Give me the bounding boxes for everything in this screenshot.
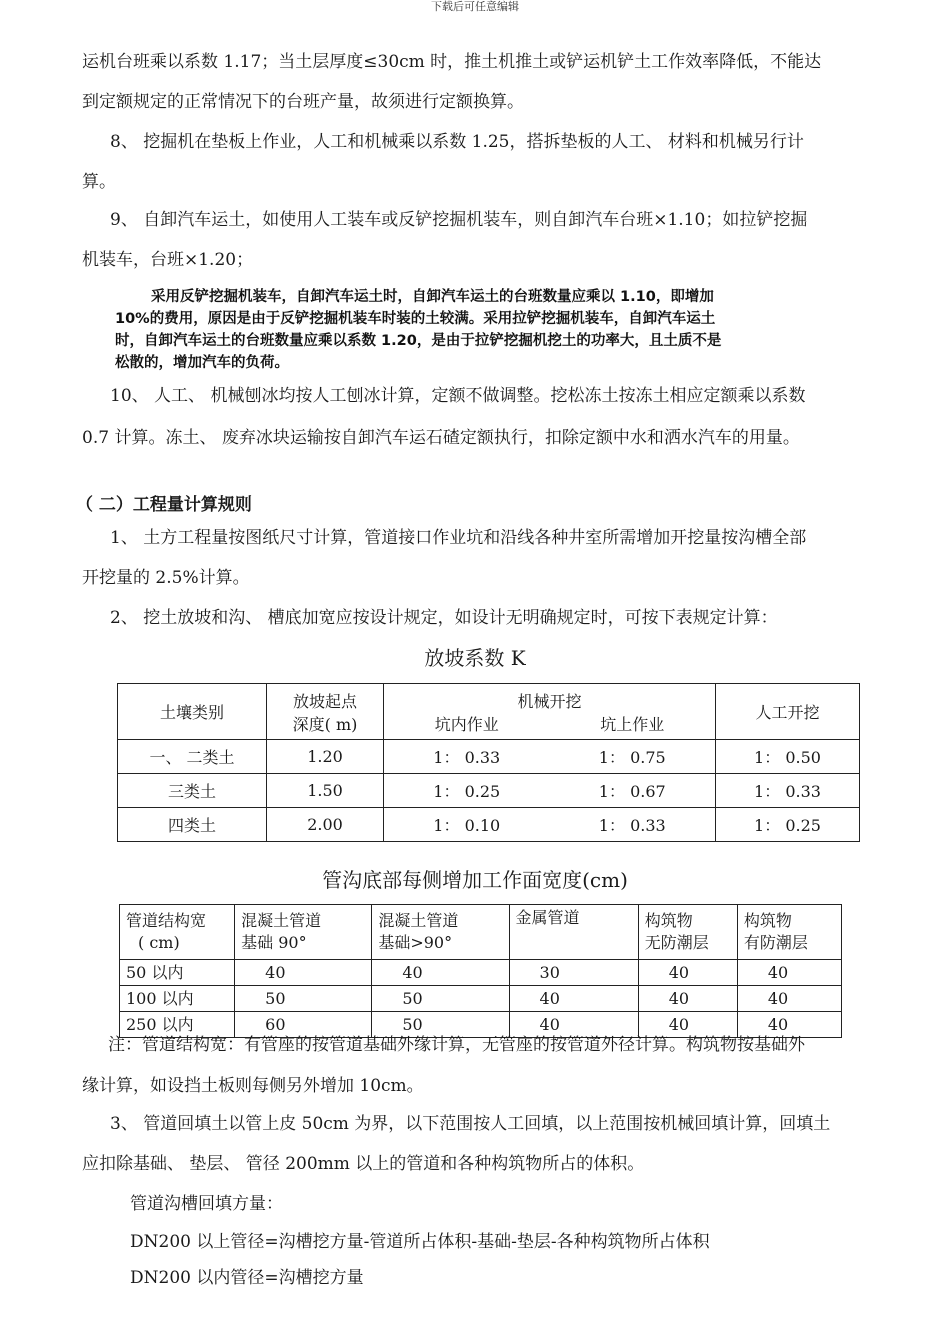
header-sub: 坑上作业 bbox=[600, 714, 665, 734]
table-cell: 40 bbox=[737, 986, 841, 1012]
header-line: 金属管道 bbox=[515, 908, 580, 927]
slope-coefficient-table bbox=[117, 683, 860, 842]
table-cell: 1： 0.75 bbox=[550, 740, 716, 774]
table-cell: 1： 0.25 bbox=[384, 774, 550, 808]
table-cell: 60 bbox=[235, 1012, 372, 1038]
bold-line: 时，自卸汽车运土的台班数量应乘以系数 1.20，是由于拉铲挖掘机挖土的功率大，且土质不是 bbox=[115, 333, 722, 349]
text-line: 运机台班乘以系数 1.17；当土层厚度≤30cm 时，推土机推土或铲运机铲土工作效率降低，不能达 bbox=[82, 52, 822, 72]
header-cell bbox=[384, 684, 716, 740]
table2-caption: 管沟底部每侧增加工作面宽度(cm) bbox=[322, 868, 628, 892]
header-cell bbox=[737, 905, 841, 960]
table-cell: 40 bbox=[638, 986, 737, 1012]
table-cell: 三类土 bbox=[118, 774, 267, 808]
text-line: 10、 人工、 机械刨冰均按人工刨冰计算，定额不做调整。挖松冻土按冻土相应定额乘以系数 bbox=[110, 386, 806, 406]
header-line: 构筑物 bbox=[743, 911, 792, 930]
table-header-row bbox=[120, 905, 842, 960]
table-row bbox=[120, 960, 842, 986]
table-cell: 1.20 bbox=[267, 740, 384, 774]
table-cell: 一、 二类土 bbox=[118, 740, 267, 774]
header-cell bbox=[509, 905, 638, 960]
work-width-table bbox=[119, 904, 842, 1038]
table-cell: 40 bbox=[509, 986, 638, 1012]
header-cell bbox=[120, 905, 235, 960]
header-line: 机械开挖 bbox=[517, 691, 582, 711]
table-cell: 40 bbox=[638, 960, 737, 986]
header-cell: 土壤类别 bbox=[118, 684, 267, 740]
text-line: 2、 挖土放坡和沟、 槽底加宽应按设计规定，如设计无明确规定时，可按下表规定计算： bbox=[110, 608, 778, 628]
table-cell: 50 以内 bbox=[120, 960, 235, 986]
text-line: 开挖量的 2.5%计算。 bbox=[82, 568, 250, 588]
table-cell: 2.00 bbox=[267, 808, 384, 842]
section-title: （ 二）工程量计算规则 bbox=[76, 495, 252, 515]
header-line: 管道结构宽 bbox=[126, 911, 207, 930]
formula-line: DN200 以内管径=沟槽挖方量 bbox=[130, 1268, 364, 1288]
table-cell: 100 以内 bbox=[120, 986, 235, 1012]
table-cell: 1： 0.33 bbox=[550, 808, 716, 842]
bold-line: 松散的，增加汽车的负荷。 bbox=[115, 355, 289, 371]
text-line: 机装车，台班×1.20； bbox=[82, 250, 254, 270]
header-line: 放坡起点 bbox=[292, 691, 357, 711]
header-cell bbox=[235, 905, 372, 960]
table-cell: 1： 0.67 bbox=[550, 774, 716, 808]
table-cell: 40 bbox=[509, 1012, 638, 1038]
header-subline bbox=[384, 712, 715, 735]
header-line: 深度( m) bbox=[292, 714, 358, 734]
table-cell: 40 bbox=[737, 1012, 841, 1038]
table-row bbox=[118, 774, 860, 808]
header-line: 构筑物 bbox=[644, 911, 693, 930]
table-note: 缘计算，如设挡土板则每侧另外增加 10cm。 bbox=[82, 1076, 424, 1096]
header-cell bbox=[267, 684, 384, 740]
text-line: 算。 bbox=[82, 172, 116, 192]
table-cell: 250 以内 bbox=[120, 1012, 235, 1038]
header-line: 基础>90° bbox=[378, 933, 453, 952]
header-line: 混凝土管道 bbox=[241, 911, 322, 930]
formula-line: DN200 以上管径=沟槽挖方量-管道所占体积-基础-垫层-各种构筑物所占体积 bbox=[130, 1232, 710, 1252]
page-header: 下载后可任意编辑 bbox=[431, 0, 519, 13]
bold-line: 10%的费用，原因是由于反铲挖掘机装车时装的土较满。采用拉铲挖掘机装车，自卸汽车运土 bbox=[115, 311, 716, 327]
table-cell: 1： 0.50 bbox=[716, 740, 860, 774]
table-cell: 40 bbox=[638, 1012, 737, 1038]
table-cell: 1.50 bbox=[267, 774, 384, 808]
table-cell: 40 bbox=[372, 960, 509, 986]
bold-line: 采用反铲挖掘机装车，自卸汽车运土时，自卸汽车运土的台班数量应乘以 1.10，即增加 bbox=[151, 289, 714, 305]
header-sub: 坑内作业 bbox=[434, 714, 499, 734]
table-row bbox=[118, 808, 860, 842]
table-cell: 30 bbox=[509, 960, 638, 986]
table-row bbox=[120, 986, 842, 1012]
text-line: 1、 土方工程量按图纸尺寸计算，管道接口作业坑和沿线各种井室所需增加开挖量按沟槽全部 bbox=[110, 528, 807, 548]
header-line: 混凝土管道 bbox=[378, 911, 459, 930]
table-cell: 40 bbox=[235, 960, 372, 986]
text-line: 管道沟槽回填方量： bbox=[130, 1194, 283, 1214]
header-cell: 人工开挖 bbox=[716, 684, 860, 740]
header-cell bbox=[372, 905, 509, 960]
table-row bbox=[118, 740, 860, 774]
table-cell: 50 bbox=[235, 986, 372, 1012]
table-cell: 50 bbox=[372, 986, 509, 1012]
text-line: 0.7 计算。冻土、 废弃冰块运输按自卸汽车运石碴定额执行，扣除定额中水和洒水汽车的用量。 bbox=[82, 428, 800, 448]
table-cell: 1： 0.33 bbox=[384, 740, 550, 774]
text-line: 到定额规定的正常情况下的台班产量，故须进行定额换算。 bbox=[82, 92, 524, 112]
text-line: 8、 挖掘机在垫板上作业，人工和机械乘以系数 1.25，搭拆垫板的人工、 材料和机械另行计 bbox=[110, 132, 804, 152]
table-cell: 40 bbox=[737, 960, 841, 986]
table-cell: 四类土 bbox=[118, 808, 267, 842]
table1-caption: 放坡系数 K bbox=[424, 646, 526, 670]
table-cell: 50 bbox=[372, 1012, 509, 1038]
table-cell: 1： 0.25 bbox=[716, 808, 860, 842]
header-line: ( cm) bbox=[138, 933, 180, 952]
header-cell bbox=[638, 905, 737, 960]
header-line: 有防潮层 bbox=[743, 933, 808, 952]
table-note: 注：管道结构宽：有管座的按管道基础外缘计算，无管座的按管道外径计算。构筑物按基础外 bbox=[108, 1035, 805, 1055]
text-line: 3、 管道回填土以管上皮 50cm 为界，以下范围按人工回填，以上范围按机械回填计算，回填土 bbox=[110, 1114, 831, 1134]
header-line: 无防潮层 bbox=[644, 933, 709, 952]
table-cell: 1： 0.10 bbox=[384, 808, 550, 842]
table-cell: 1： 0.33 bbox=[716, 774, 860, 808]
text-line: 应扣除基础、 垫层、 管径 200mm 以上的管道和各种构筑物所占的体积。 bbox=[82, 1154, 645, 1174]
bold-explanation bbox=[115, 286, 925, 374]
header-line: 基础 90° bbox=[241, 933, 307, 952]
text-line: 9、 自卸汽车运土，如使用人工装车或反铲挖掘机装车，则自卸汽车台班×1.10；如拉铲挖掘 bbox=[110, 210, 808, 230]
